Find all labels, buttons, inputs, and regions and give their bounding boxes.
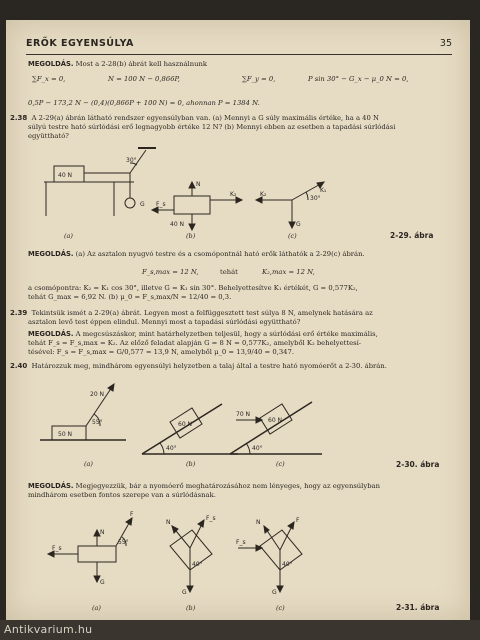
equation: ∑F_y = 0,: [242, 75, 276, 83]
figure-title: 2-30. ábra: [396, 460, 440, 469]
fig-caption: (a): [92, 604, 101, 612]
block-b: [170, 530, 212, 570]
fig-label: 40 N: [170, 221, 185, 228]
problem-number: 2.40: [10, 362, 28, 370]
fig-label: G: [296, 221, 301, 228]
fig-label: 70 N: [236, 411, 251, 418]
fig-label: F_s: [156, 201, 166, 208]
fig-label: N: [196, 181, 201, 188]
fig-label: 40°: [166, 445, 177, 452]
fig-label: 60 N: [268, 417, 283, 424]
fig-label: 40°: [252, 445, 263, 452]
solution-text: A megcsúszáskor, mint határhelyzetben teljesül, hogy a súrlódási erő értéke maximális,: [75, 330, 378, 338]
fig-label: 55°: [118, 539, 129, 546]
fig-label: 60 N: [178, 421, 193, 428]
solution-text: (a) Az asztalon nyugvó testre és a csomópontnál ható erők láthatók a 2-29(c) ábrán.: [75, 250, 365, 258]
fig-label: G: [100, 579, 105, 586]
solution-text: Most a 2-28(b) ábrát kell használnunk: [75, 60, 207, 68]
fig-label: G: [182, 589, 187, 596]
fig-label: K₁: [320, 187, 327, 194]
figure-title: 2-31. ábra: [396, 603, 440, 612]
fig-label: K₂: [260, 191, 267, 198]
figure-title: 2-29. ábra: [390, 231, 434, 240]
solution-heading: MEGOLDÁS.: [28, 330, 74, 338]
solution-text: tehát G_max = 6,92 N. (b) μ_0 = F_s,max/N = 12/40 = 0,3.: [28, 293, 232, 301]
footer-bar: [0, 620, 480, 640]
equation: P sin 30° − G_x − μ_0 N = 0,: [308, 75, 409, 83]
fig-label: F: [296, 517, 300, 524]
fig-label: 40 N: [58, 172, 73, 179]
fig-label: N: [100, 529, 105, 536]
equation-word: tehát: [220, 268, 238, 276]
fig-label: 20 N: [90, 391, 105, 398]
problem-text: A 2-29(a) ábrán látható rendszer egyensúlyban van. (a) Mennyi a G súly maximális értéke, ha a 40 N: [31, 114, 379, 122]
equation: K₂,max = 12 N,: [262, 268, 315, 276]
equation: 0,5P − 173,2 N − (0,4)(0,866P + 100 N) = 0, ahonnan P = 1384 N.: [28, 99, 260, 107]
problem-text: együttható?: [28, 132, 69, 140]
block-a: [78, 546, 116, 562]
problem-text: asztalon levő test éppen elindul. Mennyi most a tapadási súrlódási együttható?: [28, 318, 301, 326]
fig-label: 30°: [310, 195, 321, 202]
watermark-text: Antikvarium.hu: [4, 623, 93, 636]
fig-label: 55°: [92, 419, 103, 426]
problem-number: 2.39: [10, 309, 28, 317]
fig-label: F: [130, 511, 134, 518]
problem-text: Határozzuk meg, mindhárom egyensúlyi helyzetben a talaj által a testre ható nyomóerőt a 2-30. ábrán.: [31, 362, 387, 370]
fig-caption: (c): [288, 232, 297, 240]
equation: ∑F_x = 0,: [32, 75, 66, 83]
page-number: 35: [439, 38, 452, 49]
solution-text: tésével: F_s = F_s,max = G/0,577 = 13,9 N, amelyből μ_0 = 13,9/40 = 0,347.: [28, 348, 294, 356]
solution-heading: MEGOLDÁS.: [28, 60, 74, 68]
fig-caption: (a): [64, 232, 73, 240]
fig-label: 40°: [192, 561, 203, 568]
fig-label: N: [256, 519, 261, 526]
block-c: [260, 530, 302, 570]
chapter-title: ERŐK EGYENSÚLYA: [26, 38, 134, 49]
solution-text: a csomópontra: K₂ = K₁ cos 30°, illetve G = K₁ sin 30°. Behelyettesítve K₁ értékét, G = 0,577K₂,: [28, 284, 358, 292]
problem-text: Tekintsük ismét a 2-29(a) ábrát. Legyen most a felfüggesztett test súlya 8 N, amelynek hatására az: [31, 309, 373, 317]
fig-label: N: [166, 519, 171, 526]
equation: F_s,max = 12 N,: [142, 268, 199, 276]
solution-text: mindhárom esetben fontos szerepe van a súrlódásnak.: [28, 491, 216, 499]
solution-text: Megjegyezzük, bár a nyomóerő meghatározásához nem lényeges, hogy az egyensúlyban: [75, 482, 380, 490]
fig-label: F_s: [236, 539, 246, 546]
fig-label: F_s: [52, 545, 62, 552]
fig-label: K₂: [230, 191, 237, 198]
fig-label: F_s: [206, 515, 216, 522]
fig-label: 30°: [126, 157, 137, 164]
solution-heading: MEGOLDÁS.: [28, 482, 74, 490]
fig-label: 50 N: [58, 431, 73, 438]
book-page: [6, 20, 470, 620]
fig-caption: (b): [186, 232, 196, 240]
solution-text: tehát F_s = F_s,max = K₂. Az előző feladat alapján G = 8 N = 0,577K₂, amelyből K₂ behelyettesí-: [28, 339, 362, 347]
fig-label: G: [272, 589, 277, 596]
figure-2-31: [6, 20, 470, 620]
fig-caption: (b): [186, 604, 196, 612]
solution-heading: MEGOLDÁS.: [28, 250, 74, 258]
problem-number: 2.38: [10, 114, 28, 122]
fig-caption: (a): [84, 460, 93, 468]
fig-label: 40°: [282, 561, 293, 568]
fig-caption: (c): [276, 460, 285, 468]
problem-text: súlyú testre ható súrlódási erő legnagyobb értéke 12 N? (b) Mennyi ebben az esetben a tapadási súrlódási: [28, 123, 396, 131]
fig-caption: (c): [276, 604, 285, 612]
equation: N = 100 N − 0,866P,: [108, 75, 180, 83]
fig-caption: (b): [186, 460, 196, 468]
fig-label: G: [140, 201, 145, 208]
